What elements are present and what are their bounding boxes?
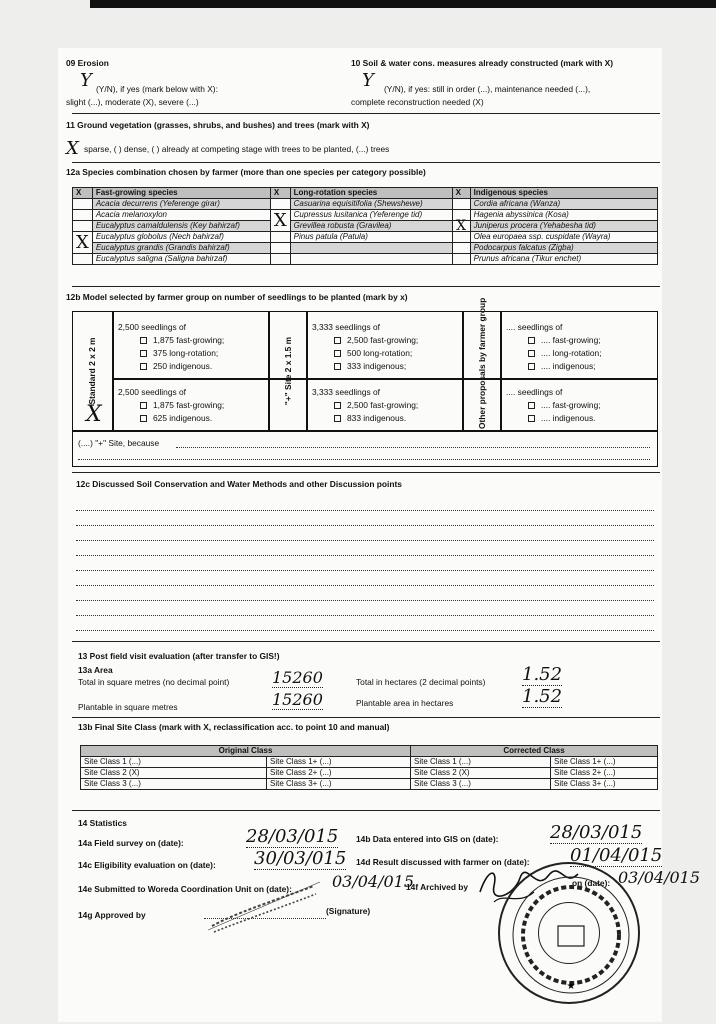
orig-class-plus: Site Class 2+ (...) [267,768,411,779]
species-title: 12a Species combination chosen by farmer (more than one species per category possible) [66,167,426,177]
plus-b-0: 3,333 seedlings of [312,387,380,397]
orig-class: Site Class 1 (...) [81,757,267,768]
stat-f-date-label: on (date): [572,878,611,888]
orig-class: Site Class 3 (...) [81,779,267,790]
mark-cell-fast: X [73,232,93,254]
model-title: 12b Model selected by farmer group on number of seedlings to be planted (mark by x) [66,292,408,302]
post-field-title: 13 Post field visit evaluation (after transfer to GIS!) [78,651,280,661]
stat-b-value: 28/03/015 [550,822,643,843]
species-fast: Acacia decurrens (Yeferenge girar) [92,199,270,210]
divider [72,717,660,718]
corr-class: Site Class 3 (...) [411,779,551,790]
mark-cell [73,199,93,210]
mark-cell [73,221,93,232]
corrected-class-header: Corrected Class [411,746,658,757]
std-b-1: 1,875 fast-growing; [140,400,224,410]
erosion-answer: Y [80,70,92,91]
official-stamp [498,862,640,1004]
mark-cell [452,254,470,265]
final-class-title: 13b Final Site Class (mark with X, reclassification acc. to point 10 and manual) [78,722,390,732]
header-indigenous: Indigenous species [470,188,657,199]
species-fast: Eucalyptus camaldulensis (Key bahirzaf) [92,221,270,232]
species-long: Cupressus lusitanica (Yeferenge tid) [290,210,452,221]
plus-a-1: 2,500 fast-growing; [334,335,418,345]
original-class-header: Original Class [81,746,411,757]
plant-ha-label: Plantable area in hectares [356,698,454,708]
table-row [73,232,658,243]
table-row [81,768,658,779]
corr-class-plus: Site Class 2+ (...) [551,768,658,779]
stat-f-label: 14f Archived by [406,882,469,892]
site-class-table [80,745,658,790]
orig-class-plus: Site Class 1+ (...) [267,757,411,768]
header-x: X [452,188,470,199]
plus-a-0: 3,333 seedlings of [312,322,380,332]
other-b-2: .... indigenous. [528,413,595,423]
plus-b-2: 833 indigenous. [334,413,406,423]
erosion-title: 09 Erosion [66,58,109,68]
stat-a-value: 28/03/015 [246,826,339,847]
plus-site-label: "+" Site 2 x 1.5 m [283,336,293,406]
mark-cell [73,210,93,221]
plus-a-3: 333 indigenous; [334,361,406,371]
other-b-1: .... fast-growing; [528,400,601,410]
std-a-0: 2,500 seedlings of [118,322,186,332]
std-a-1: 1,875 fast-growing; [140,335,224,345]
plant-sqm-label: Plantable in square metres [78,702,178,712]
other-a-3: .... indigenous; [528,361,595,371]
discussed-title: 12c Discussed Soil Conservation and Water Methods and other Discussion points [76,479,402,489]
species-long: Pinus patula (Patula) [290,232,452,243]
mark-cell-long: X [270,210,290,232]
std-a-3: 250 indigenous. [140,361,212,371]
species-long: Casuarina equisitifolia (Shewshewe) [290,199,452,210]
corr-class-plus: Site Class 3+ (...) [551,779,658,790]
std-b-2: 625 indigenous. [140,413,212,423]
plus-b-1: 2,500 fast-growing; [334,400,418,410]
stat-d-value: 01/04/015 [570,845,663,866]
model-mark: X [86,402,102,427]
scan-edge [90,0,716,8]
std-b-0: 2,500 seedlings of [118,387,186,397]
table-row [73,243,658,254]
species-indigenous: Hagenia abyssinica (Kosa) [470,210,657,221]
divider [72,286,660,287]
stat-b-label: 14b Data entered into GIS on (date): [356,834,499,844]
stat-e-label: 14e Submitted to Woreda Coordination Unit on (date): [78,884,292,894]
corr-class: Site Class 2 (X) [411,768,551,779]
total-sqm-value: 15260 [272,668,323,687]
other-a-1: .... fast-growing; [528,335,601,345]
stat-c-value: 30/03/015 [254,848,347,869]
table-row [81,757,658,768]
species-fast: Eucalyptus saligna (Saligna bahirzaf) [92,254,270,265]
ground-veg-title: 11 Ground vegetation (grasses, shrubs, and bushes) and trees (mark with X) [66,120,370,130]
species-long: Grevillea robusta (Gravilea) [290,221,452,232]
corr-class-plus: Site Class 1+ (...) [551,757,658,768]
species-indigenous: Prunus africana (Tikur enchet) [470,254,657,265]
divider [72,472,660,473]
orig-class-plus: Site Class 3+ (...) [267,779,411,790]
total-ha-label: Total in hectares (2 decimal points) [356,677,486,687]
ground-veg-options: sparse, ( ) dense, ( ) already at competing stage with trees to be planted, (...) trees [84,144,390,154]
erosion-question: (Y/N), if yes (mark below with X): [96,84,218,94]
soil-water-question: (Y/N), if yes: still in order (...), maintenance needed (...), [384,84,591,94]
corr-class: Site Class 1 (...) [411,757,551,768]
plus-a-2: 500 long-rotation; [334,348,412,358]
mark-cell [270,243,290,254]
soil-water-title: 10 Soil & water cons. measures already constructed (mark with X) [351,58,614,68]
erosion-options: slight (...), moderate (X), severe (...) [66,97,199,107]
area-title: 13a Area [78,665,113,675]
species-indigenous: Olea europaea ssp. cuspidate (Wayra) [470,232,657,243]
header-x: X [270,188,290,199]
std-a-2: 375 long-rotation; [140,348,218,358]
woreda-stamp-text [204,874,324,934]
signature-label: (Signature) [326,906,371,916]
plus-because: (....) "+" Site, because [78,438,160,448]
stat-a-label: 14a Field survey on (date): [78,838,184,848]
stat-f-value: 03/04/015 [618,868,701,887]
divider [72,641,660,642]
header-x: X [73,188,93,199]
standard-label: Standard 2 x 2 m [87,337,97,405]
mark-cell [452,199,470,210]
other-label: Other proposals by farmer group [477,297,487,429]
species-fast: Eucalyptus grandis (Grandis bahirzaf) [92,243,270,254]
svg-text:★: ★ [566,981,576,992]
header-fast: Fast-growing species [92,188,270,199]
species-indigenous: Juniperus procera (Yehabesha tid) [470,221,657,232]
plant-sqm-value: 15260 [272,690,323,709]
other-b-0: .... seedlings of [506,387,563,397]
mark-cell [452,243,470,254]
mark-cell [270,199,290,210]
site-class-header [81,746,658,757]
stat-c-label: 14c Eligibility evaluation on (date): [78,860,216,870]
table-row [73,221,658,232]
table-row [81,779,658,790]
mark-cell [270,254,290,265]
stat-d-label: 14d Result discussed with farmer on (date): [356,857,530,867]
table-row [73,254,658,265]
species-indigenous: Cordia africana (Wanza) [470,199,657,210]
mark-cell-indigenous: X [452,221,470,232]
total-sqm-label: Total in square metres (no decimal point) [78,677,230,687]
statistics-title: 14 Statistics [78,818,127,828]
plant-ha-value: 1.52 [522,686,563,707]
orig-class: Site Class 2 (X) [81,768,267,779]
species-long [290,254,452,265]
stat-e-value: 03/04/015 [332,872,415,891]
species-fast: Acacia melanoxylon [92,210,270,221]
species-fast: Eucalyptus globolus (Nech bahirzaf) [92,232,270,243]
table-row [73,210,658,221]
other-a-0: .... seedlings of [506,322,563,332]
divider [72,810,660,811]
divider [72,162,660,163]
mark-cell [73,254,93,265]
species-table [72,187,658,265]
soil-water-answer: Y [362,70,374,91]
species-long [290,243,452,254]
ground-veg-mark: X [66,138,79,159]
species-header-row [73,188,658,199]
species-indigenous: Podocarpus falcatus (Zigba) [470,243,657,254]
header-long: Long-rotation species [290,188,452,199]
mark-cell [270,232,290,243]
total-ha-value: 1.52 [522,664,563,685]
soil-water-question2: complete reconstruction needed (X) [351,97,484,107]
stat-g-label: 14g Approved by [78,910,146,920]
divider [72,113,660,114]
table-row [73,199,658,210]
other-a-2: .... long-rotation; [528,348,602,358]
